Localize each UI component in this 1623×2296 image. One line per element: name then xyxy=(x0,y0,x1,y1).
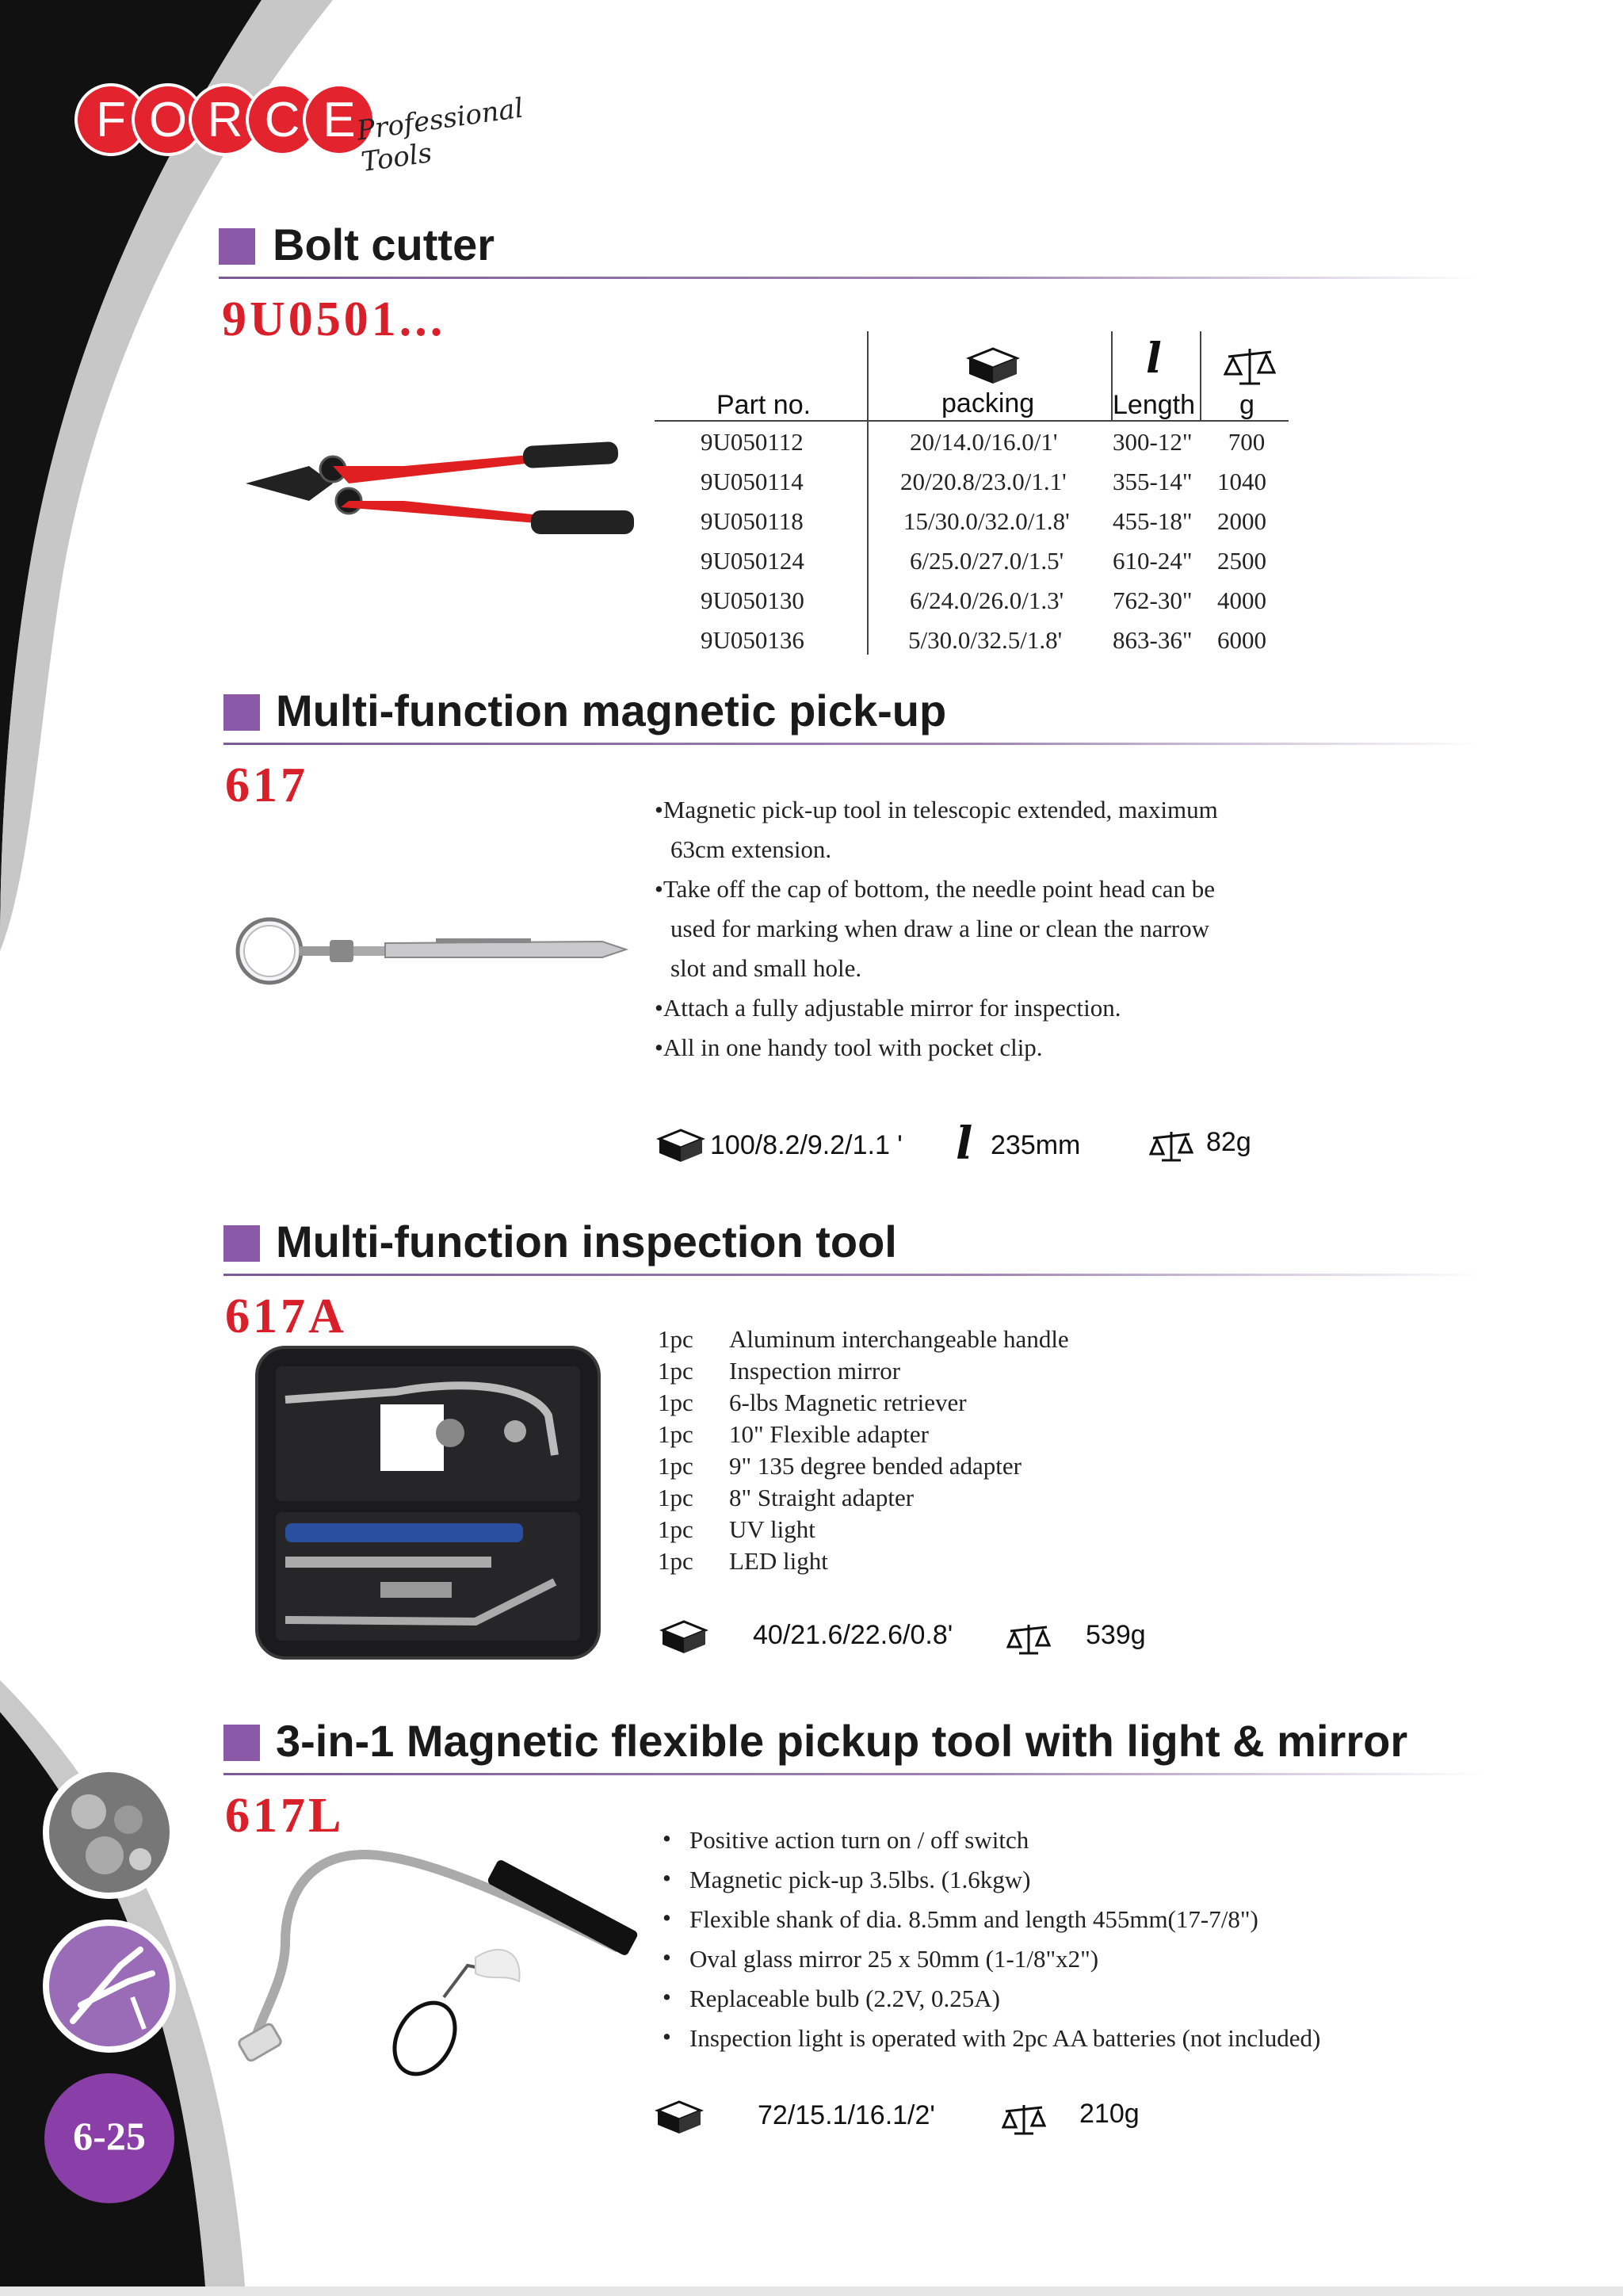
table-header: packing xyxy=(941,388,1035,418)
section-divider xyxy=(223,1274,1484,1276)
spec-table xyxy=(655,331,1289,664)
table-cell: 9U050118 xyxy=(701,507,804,535)
product-code: 617L xyxy=(225,1789,345,1843)
item-qty: 1pc xyxy=(658,1420,693,1448)
length-icon: l xyxy=(1146,334,1162,383)
box-icon xyxy=(659,1620,708,1655)
feature-bullet: slot and small hole. xyxy=(670,954,862,982)
logo-letter: C xyxy=(264,93,300,147)
category-pliers-icon xyxy=(41,1918,178,2054)
logo-tagline: Professional Tools xyxy=(354,92,525,179)
section-title: Multi-function magnetic pick-up xyxy=(276,686,947,735)
item-name: UV light xyxy=(729,1515,815,1543)
box-icon xyxy=(965,347,1021,385)
packing-spec: 72/15.1/16.1/2' xyxy=(758,2100,935,2130)
bullet-dot: • xyxy=(663,2023,671,2050)
table-cell: 700 xyxy=(1228,428,1266,456)
section-divider xyxy=(219,277,1479,279)
table-header: Part no. xyxy=(716,390,812,420)
inspection-kit-image xyxy=(254,1344,602,1661)
table-cell: 5/30.0/32.5/1.8' xyxy=(908,626,1063,654)
table-cell: 9U050130 xyxy=(701,586,804,614)
table-cell: 355-14" xyxy=(1113,468,1193,495)
table-header: g xyxy=(1239,390,1254,420)
packing-spec: 100/8.2/9.2/1.1 ' xyxy=(710,1130,903,1160)
feature-bullet: •Attach a fully adjustable mirror for inspection. xyxy=(655,994,1121,1022)
feature-bullet: Positive action turn on / off switch xyxy=(689,1826,1029,1854)
bullet-dot: • xyxy=(663,1983,671,2011)
table-cell: 6/24.0/26.0/1.3' xyxy=(910,586,1064,614)
category-tools-thumbnail xyxy=(41,1764,178,1901)
length-icon: l xyxy=(956,1117,973,1170)
item-qty: 1pc xyxy=(658,1325,693,1353)
weight-spec: 82g xyxy=(1206,1127,1251,1157)
logo-letter: R xyxy=(207,93,243,147)
table-cell: 300-12" xyxy=(1113,428,1193,456)
product-code: 9U0501... xyxy=(222,292,446,346)
table-cell: 2000 xyxy=(1217,507,1266,535)
packing-spec: 40/21.6/22.6/0.8' xyxy=(753,1620,953,1650)
scale-icon xyxy=(1149,1129,1193,1165)
page-number: 6-25 xyxy=(73,2114,146,2158)
bolt-cutter-image xyxy=(214,428,650,539)
item-name: Aluminum interchangeable handle xyxy=(729,1325,1069,1353)
length-spec: 235mm xyxy=(991,1130,1081,1160)
item-qty: 1pc xyxy=(658,1389,693,1416)
bullet-dot: • xyxy=(663,1904,671,1931)
feature-bullet: •Take off the cap of bottom, the needle point head can be xyxy=(655,875,1216,903)
table-cell: 863-36" xyxy=(1113,626,1193,654)
section-marker xyxy=(223,1725,260,1761)
item-qty: 1pc xyxy=(658,1515,693,1543)
feature-bullet: •All in one handy tool with pocket clip. xyxy=(655,1033,1043,1061)
item-name: LED light xyxy=(729,1547,828,1575)
table-cell: 20/14.0/16.0/1' xyxy=(910,428,1058,456)
logo-letter: E xyxy=(323,93,356,147)
weight-spec: 539g xyxy=(1086,1620,1146,1650)
feature-bullet: •Magnetic pick-up tool in telescopic extended, maximum xyxy=(655,796,1218,823)
table-cell: 15/30.0/32.0/1.8' xyxy=(903,507,1070,535)
table-cell: 610-24" xyxy=(1113,547,1193,575)
feature-bullet: 63cm extension. xyxy=(670,835,832,863)
weight-spec: 210g xyxy=(1079,2099,1140,2129)
box-icon xyxy=(655,2100,704,2135)
table-cell: 9U050136 xyxy=(701,626,804,654)
item-name: 6-lbs Magnetic retriever xyxy=(729,1389,967,1416)
logo-letter: O xyxy=(148,93,188,147)
section-divider xyxy=(223,1773,1484,1775)
section-title: 3-in-1 Magnetic flexible pickup tool with light & mirror xyxy=(276,1716,1408,1766)
table-cell: 9U050114 xyxy=(701,468,804,495)
section-marker xyxy=(223,1225,260,1262)
flex-pickup-tool-image xyxy=(238,1823,650,2092)
table-cell: 2500 xyxy=(1217,547,1266,575)
scale-icon xyxy=(1002,2102,1046,2138)
product-code: 617 xyxy=(225,758,308,812)
section-marker xyxy=(223,694,260,731)
product-code: 617A xyxy=(225,1289,347,1343)
item-qty: 1pc xyxy=(658,1547,693,1575)
section-title: Bolt cutter xyxy=(273,220,495,269)
table-header: Length xyxy=(1113,390,1195,420)
table-cell: 9U050124 xyxy=(701,547,804,575)
scale-icon xyxy=(1224,346,1276,388)
table-cell: 9U050112 xyxy=(701,428,804,456)
bullet-dot: • xyxy=(663,1824,671,1852)
bullet-dot: • xyxy=(663,1943,671,1971)
item-name: 10" Flexible adapter xyxy=(729,1420,929,1448)
brand-logo xyxy=(73,82,580,179)
table-cell: 455-18" xyxy=(1113,507,1193,535)
feature-bullet: Oval glass mirror 25 x 50mm (1-1/8"x2") xyxy=(689,1945,1099,1973)
logo-letter: F xyxy=(96,93,126,147)
bullet-dot: • xyxy=(663,1864,671,1892)
section-divider xyxy=(223,743,1484,745)
feature-bullet: Magnetic pick-up 3.5lbs. (1.6kgw) xyxy=(689,1866,1031,1893)
table-cell: 1040 xyxy=(1217,468,1266,495)
box-icon xyxy=(656,1129,705,1163)
item-qty: 1pc xyxy=(658,1357,693,1385)
table-cell: 762-30" xyxy=(1113,586,1193,614)
item-qty: 1pc xyxy=(658,1484,693,1511)
scale-icon xyxy=(1006,1622,1051,1658)
feature-bullet: used for marking when draw a line or clean the narrow xyxy=(670,915,1210,942)
pickup-tool-image xyxy=(230,911,634,991)
section-marker xyxy=(219,228,255,265)
item-name: 9" 135 degree bended adapter xyxy=(729,1452,1022,1480)
table-cell: 4000 xyxy=(1217,586,1266,614)
table-cell: 6/25.0/27.0/1.5' xyxy=(910,547,1064,575)
feature-bullet: Inspection light is operated with 2pc AA batteries (not included) xyxy=(689,2024,1321,2052)
table-cell: 6000 xyxy=(1217,626,1266,654)
item-qty: 1pc xyxy=(658,1452,693,1480)
feature-bullet: Flexible shank of dia. 8.5mm and length 455mm(17-7/8") xyxy=(689,1905,1258,1933)
item-name: 8" Straight adapter xyxy=(729,1484,915,1511)
feature-bullet: Replaceable bulb (2.2V, 0.25A) xyxy=(689,1985,1000,2012)
item-name: Inspection mirror xyxy=(729,1357,901,1385)
table-cell: 20/20.8/23.0/1.1' xyxy=(900,468,1067,495)
section-title: Multi-function inspection tool xyxy=(276,1217,897,1266)
